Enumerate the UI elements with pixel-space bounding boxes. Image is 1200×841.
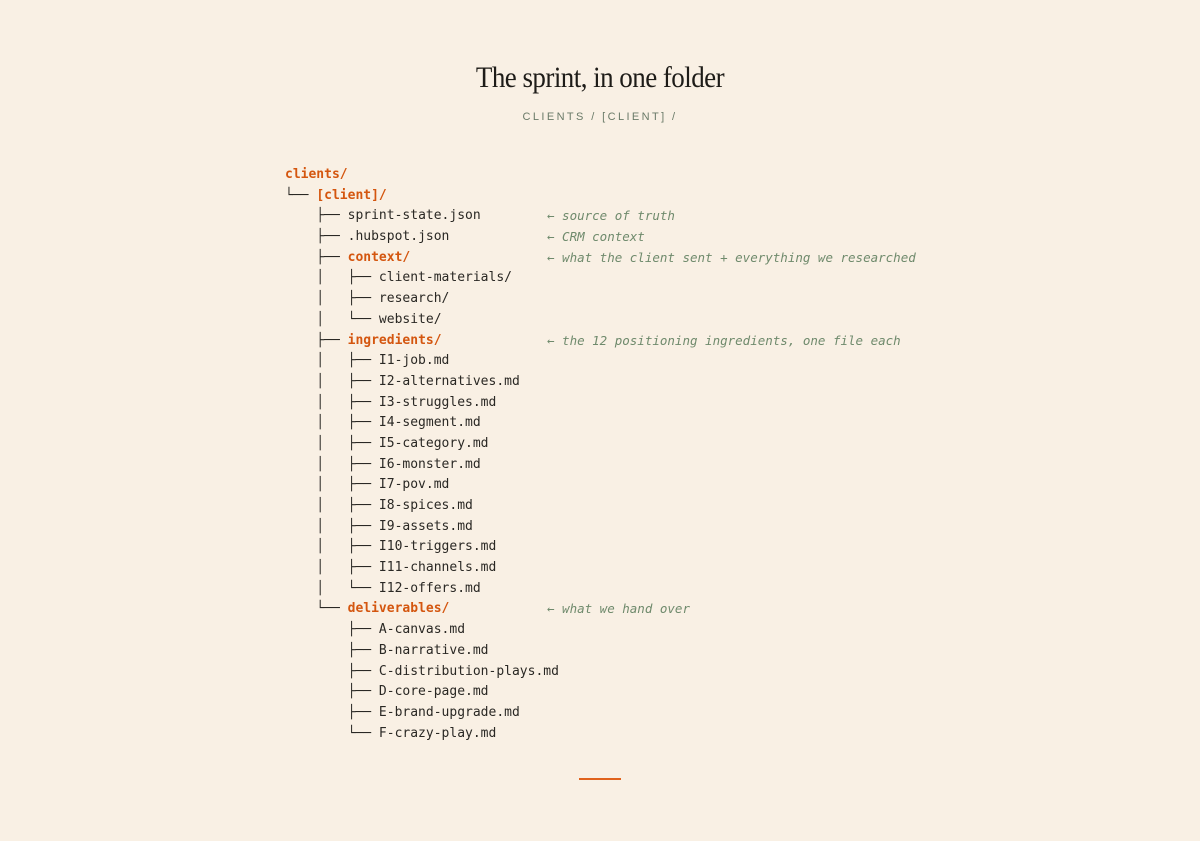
file-name: website/ — [378, 311, 442, 327]
file-name: D-core-page.md — [378, 684, 489, 700]
file-name: I8-spices.md — [378, 498, 473, 513]
page-title: The sprint, in one folder — [475, 61, 725, 94]
file-name: I3-struggles.md — [378, 394, 497, 410]
tree-row-file — [285, 496, 925, 517]
tree-row-folder — [285, 165, 925, 186]
file-name: E-brand-upgrade.md — [378, 704, 520, 720]
annotation-note: ← source of truth — [547, 208, 675, 224]
tree-branch-lines: ├── — [285, 622, 379, 638]
tree-branch-lines: │ ├── — [285, 415, 379, 431]
accent-divider — [579, 778, 621, 780]
tree-row-file — [285, 724, 925, 745]
tree-branch-lines: ├── — [285, 663, 379, 679]
tree-branch-lines: ├── — [285, 642, 379, 658]
folder-name: deliverables/ — [347, 601, 450, 617]
tree-row-file — [285, 558, 925, 579]
tree-branch-lines: ├── — [285, 208, 348, 224]
file-name: research/ — [378, 291, 450, 307]
tree-row-file — [285, 517, 925, 538]
tree-row-folder — [285, 186, 925, 207]
file-name: I11-channels.md — [378, 560, 497, 576]
file-name: I10-triggers.md — [378, 539, 497, 555]
tree-branch-lines: │ ├── — [285, 270, 379, 286]
file-name: B-narrative.md — [378, 642, 489, 658]
tree-branch-lines: │ ├── — [285, 291, 379, 307]
annotation-note: ← the 12 positioning ingredients, one file each — [547, 332, 901, 348]
tree-row-file — [285, 393, 925, 414]
tree-row-file — [285, 703, 925, 724]
tree-row-file — [285, 455, 925, 476]
tree-row-file — [285, 268, 925, 289]
file-name: F-crazy-play.md — [378, 725, 497, 741]
file-name: I1-job.md — [378, 353, 450, 369]
breadcrumb: CLIENTS / [CLIENT] / — [522, 111, 678, 123]
tree-branch-lines: ├── — [285, 229, 348, 245]
tree-row-folder — [285, 599, 925, 620]
tree-row-file — [285, 310, 925, 331]
tree-branch-lines: ├── — [285, 249, 348, 265]
file-name: I2-alternatives.md — [378, 373, 520, 389]
file-name: .hubspot.json — [347, 229, 450, 245]
tree-branch-lines: ├── — [285, 684, 379, 700]
tree-row-file — [285, 206, 925, 227]
tree-branch-lines: │ ├── — [285, 353, 379, 369]
tree-row-file — [285, 227, 925, 248]
tree-row-file — [285, 372, 925, 393]
file-name: A-canvas.md — [378, 622, 466, 638]
file-name: I4-segment.md — [378, 415, 481, 431]
annotation-note: ← CRM context — [547, 229, 645, 245]
folder-name: [client]/ — [316, 187, 387, 203]
annotation-note: ← what the client sent + everything we researched — [547, 249, 916, 265]
tree-row-file — [285, 351, 925, 372]
tree-row-folder — [285, 248, 925, 269]
tree-branch-lines: │ ├── — [285, 456, 379, 472]
folder-tree — [285, 165, 925, 744]
annotation-note: ← what we hand over — [547, 601, 690, 617]
folder-name: ingredients/ — [347, 332, 442, 348]
tree-branch-lines: │ ├── — [285, 518, 379, 534]
folder-name: context/ — [347, 249, 411, 265]
tree-branch-lines: └── — [285, 187, 317, 203]
file-name: C-distribution-plays.md — [378, 663, 559, 679]
tree-branch-lines: │ ├── — [285, 477, 379, 493]
file-name: sprint-state.json — [347, 208, 481, 224]
tree-row-file — [285, 289, 925, 310]
tree-row-file — [285, 620, 925, 641]
folder-name: clients/ — [285, 167, 348, 182]
tree-row-folder — [285, 331, 925, 352]
tree-row-file — [285, 682, 925, 703]
tree-row-file — [285, 475, 925, 496]
tree-row-file — [285, 434, 925, 455]
tree-branch-lines: │ ├── — [285, 373, 379, 389]
file-name: client-materials/ — [378, 270, 512, 286]
tree-branch-lines: ├── — [285, 332, 348, 348]
tree-row-file — [285, 413, 925, 434]
tree-branch-lines: │ ├── — [285, 394, 379, 410]
tree-row-file — [285, 579, 925, 600]
file-name: I9-assets.md — [378, 518, 473, 534]
file-name: I5-category.md — [378, 435, 489, 451]
file-name: I7-pov.md — [378, 477, 450, 493]
tree-branch-lines: │ ├── — [285, 498, 379, 513]
tree-branch-lines: │ ├── — [285, 435, 379, 451]
tree-row-file — [285, 662, 925, 683]
tree-branch-lines: │ └── — [285, 580, 379, 596]
tree-row-file — [285, 537, 925, 558]
tree-branch-lines: │ └── — [285, 311, 379, 327]
tree-branch-lines: ├── — [285, 704, 379, 720]
file-name: I6-monster.md — [378, 456, 481, 472]
tree-row-file — [285, 641, 925, 662]
tree-branch-lines: └── — [285, 725, 379, 741]
tree-branch-lines: │ ├── — [285, 539, 379, 555]
tree-branch-lines: │ ├── — [285, 560, 379, 576]
tree-branch-lines: └── — [285, 601, 348, 617]
file-name: I12-offers.md — [378, 580, 481, 596]
